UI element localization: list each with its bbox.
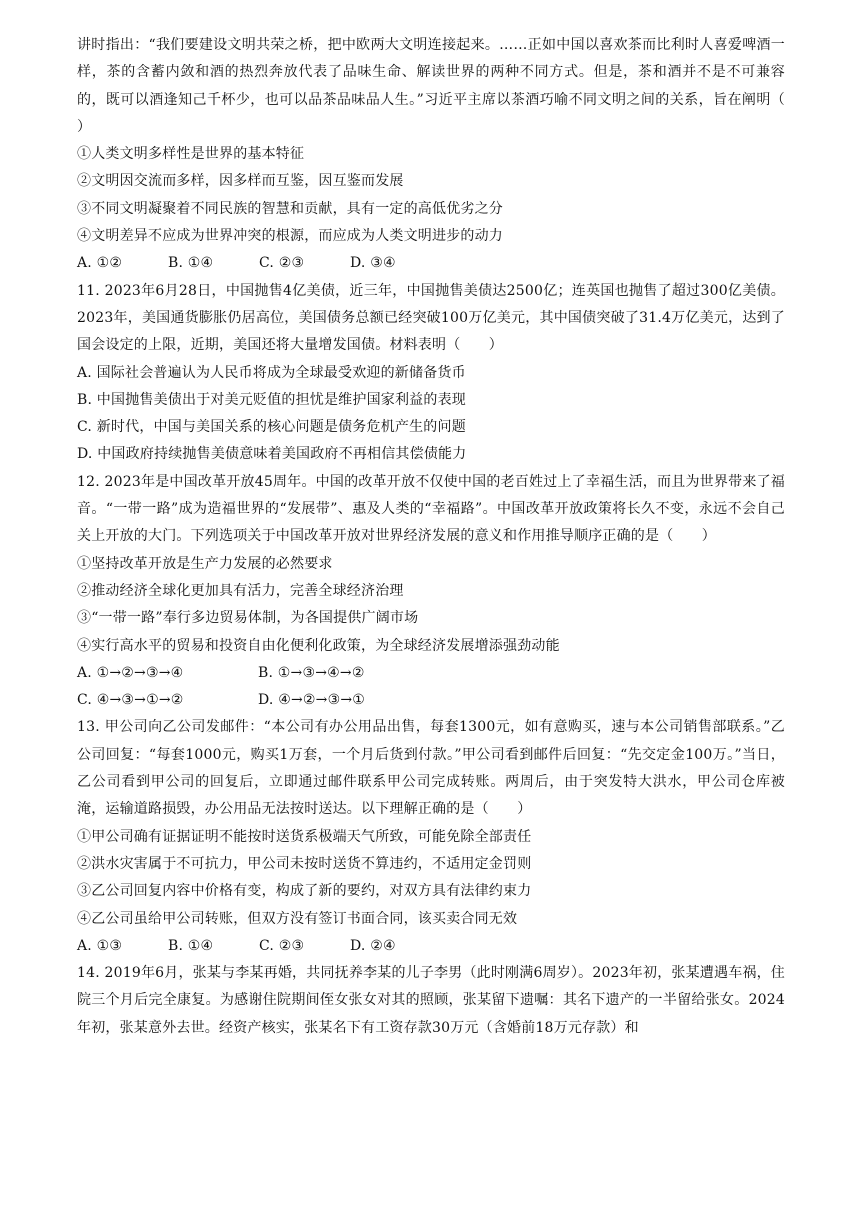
- statement-item: ①坚持改革开放是生产力发展的必然要求: [77, 555, 333, 572]
- answer-options: [77, 933, 785, 960]
- statement-item: ④乙公司虽给甲公司转账，但双方没有签订书面合同，该买卖合同无效: [77, 910, 518, 927]
- option-b: B. ①④: [168, 255, 214, 272]
- statement-item: ③乙公司回复内容中价格有变，构成了新的要约，对双方具有法律约束力: [77, 883, 532, 900]
- statement-item: ②文明因交流而多样，因多样而互鉴，因互鉴而发展: [77, 173, 404, 190]
- question-stem: 13. 甲公司向乙公司发邮件：“本公司有办公用品出售，每套1300元，如有意购买，速与本公司销售部联系。”乙公司回复：“每套1000元，购买1万套，一个月后货到付款。”甲公司看到邮件后回复：“先交定金100万。”当日，乙公司看到甲公司的回复后，立即通过邮件联系甲公司完成转账。两周后，由于突发特大洪水，甲公司仓库被淹，运输道路损毁，办公用品无法按时送达。以下理解正确的是（ ）: [77, 719, 785, 818]
- option-d: D. ②④: [350, 937, 396, 954]
- answer-options-row-1: [77, 660, 785, 687]
- option-a: A. ①→②→③→④: [77, 664, 184, 681]
- option-c: C. ④→③→①→②: [77, 692, 184, 709]
- option-d: D. ③④: [350, 255, 396, 272]
- option-a: A. ①③: [77, 937, 123, 954]
- statement-item: ①甲公司确有证据证明不能按时送货系极端天气所致，可能免除全部责任: [77, 828, 532, 845]
- option-c: C. ②③: [259, 937, 305, 954]
- answer-options: [77, 250, 785, 277]
- statement-item: ③不同文明凝聚着不同民族的智慧和贡献，具有一定的高低优劣之分: [77, 200, 503, 217]
- statement-item: ③“一带一路”奉行多边贸易体制，为各国提供广阔市场: [77, 610, 419, 627]
- option-c: C. 新时代，中国与美国关系的核心问题是债务危机产生的问题: [77, 419, 466, 436]
- option-a: A. ①②: [77, 255, 123, 272]
- statement-item: ②推动经济全球化更加具有活力，完善全球经济治理: [77, 582, 404, 599]
- question-stem: 12. 2023年是中国改革开放45周年。中国的改革开放不仅使中国的老百姓过上了幸福生活，而且为世界带来了福音。“一带一路”成为造福世界的“发展带”、惠及人类的“幸福路”。中国改革开放政策将长久不变，永远不会自己关上开放的大门。下列选项关于中国改革开放对世界经济发展的意义和作用推导顺序正确的是（ ）: [77, 473, 785, 545]
- option-d: D. ④→②→③→①: [258, 692, 366, 709]
- option-b: B. ①④: [168, 937, 214, 954]
- question-13: [77, 714, 785, 960]
- statement-item: ④文明差异不应成为世界冲突的根源，而应成为人类文明进步的动力: [77, 228, 503, 245]
- option-c: C. ②③: [259, 255, 305, 272]
- question-14: [77, 960, 785, 1042]
- question-stem: 14. 2019年6月，张某与李某再婚，共同抚养李某的儿子李男（此时刚满6周岁）。2023年初，张某遭遇车祸，住院三个月后完全康复。为感谢住院期间侄女张女对其的照顾，张某留下遗嘱：其名下遗产的一半留给张女。2024年初，张某意外去世。经资产核实，张某名下有工资存款30万元（含婚前18万元存款）和: [77, 965, 785, 1036]
- option-d: D. 中国政府持续抛售美债意味着美国政府不再相信其偿债能力: [77, 446, 467, 463]
- question-12: [77, 469, 785, 715]
- statement-item: ④实行高水平的贸易和投资自由化便利化政策，为全球经济发展增添强劲动能: [77, 637, 560, 654]
- statement-item: ①人类文明多样性是世界的基本特征: [77, 146, 305, 163]
- option-b: B. 中国抛售美债出于对美元贬值的担忧是维护国家利益的表现: [77, 391, 466, 408]
- option-a: A. 国际社会普遍认为人民币将成为全球最受欢迎的新储备货币: [77, 364, 466, 381]
- option-b: B. ①→③→④→②: [258, 664, 365, 681]
- question-11: [77, 278, 785, 469]
- exam-page: [77, 32, 814, 1042]
- question-stem: 讲时指出：“我们要建设文明共荣之桥，把中欧两大文明连接起来。……正如中国以喜欢茶而比利时人喜爱啤酒一样，茶的含蓄内敛和酒的热烈奔放代表了品味生命、解读世界的两种不同方式。但是，茶和酒并不是不可兼容的，既可以酒逢知己千杯少，也可以品茶品味品人生。”习近平主席以茶酒巧喻不同文明之间的关系，旨在阐明（ ）: [77, 37, 814, 135]
- answer-options-row-2: [77, 687, 785, 714]
- question-stem: 11. 2023年6月28日，中国抛售4亿美债，近三年，中国抛售美债达2500亿；连英国也抛售了超过300亿美债。2023年，美国通货膨胀仍居高位，美国债务总额已经突破100万亿美元，其中国债突破了31.4万亿美元，达到了国会设定的上限，近期，美国还将大量增发国债。材料表明（ ）: [77, 282, 785, 354]
- statement-item: ②洪水灾害属于不可抗力，甲公司未按时送货不算违约，不适用定金罚则: [77, 855, 532, 872]
- question-10: [77, 32, 814, 278]
